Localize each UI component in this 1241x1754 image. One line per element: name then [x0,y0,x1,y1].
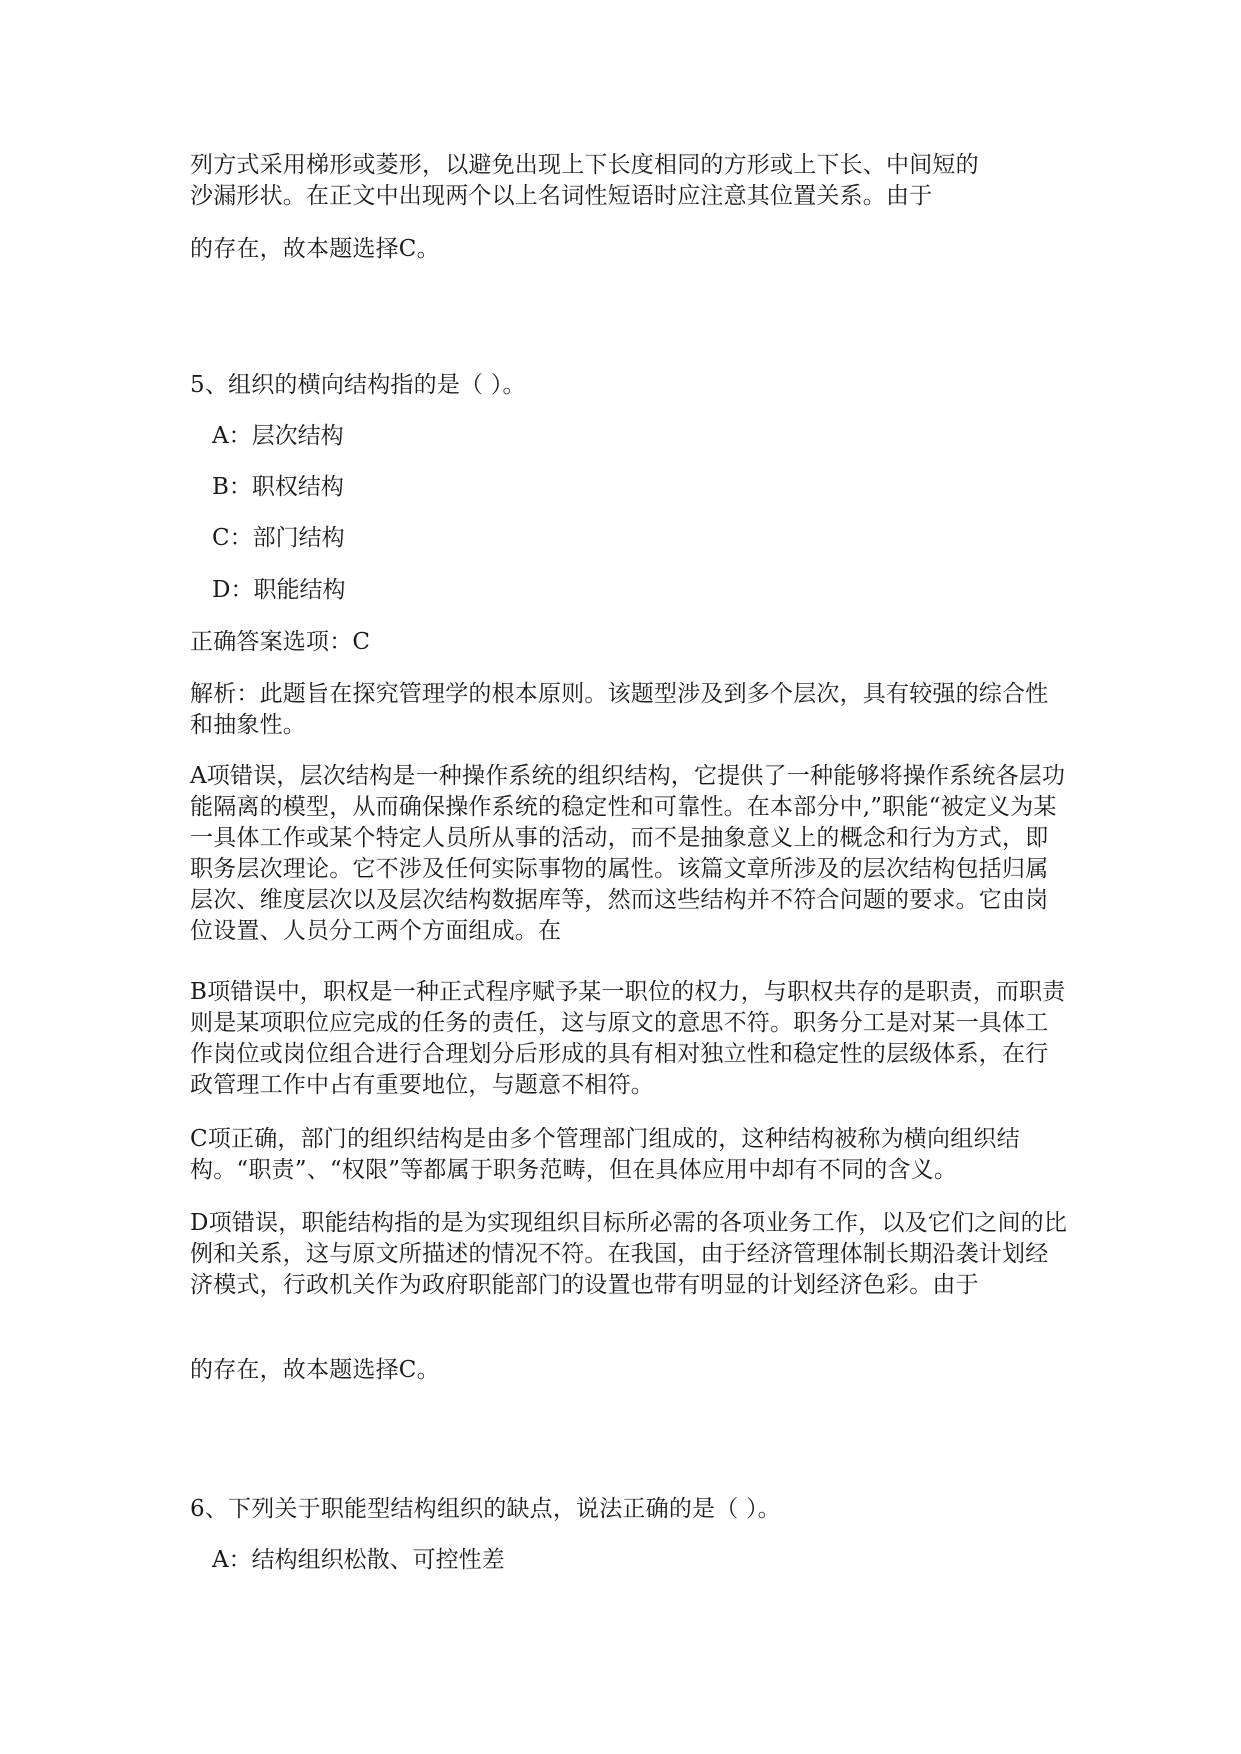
question-5-answer: 正确答案选项：C [190,629,371,655]
question-6-option-a: A：结构组织松散、可控性差 [212,1547,505,1573]
question-6-stem: 6、下列关于职能型结构组织的缺点，说法正确的是（ ）。 [190,1496,781,1522]
question-5-option-a: A：层次结构 [212,423,344,449]
fragment-line-1: 列方式采用梯形或菱形，以避免出现上下长度相同的方形或上下长、中间短的 [190,152,979,178]
question-5-analysis-d: D项错误，职能结构指的是为实现组织目标所必需的各项业务工作，以及它们之间的比例和关系，这与原文所描述的情况不符。在我国，由于经济管理体制长期沿袭计划经济模式，行政机关作为政府职能部门的设置也带有明显的计划经济色彩。由于 [190,1210,1068,1298]
fragment-line-2: 沙漏形状。在正文中出现两个以上名词性短语时应注意其位置关系。由于 [190,183,933,209]
question-5-analysis-c: C项正确，部门的组织结构是由多个管理部门组成的，这种结构被称为横向组织结构。“职责”、“权限”等都属于职务范畴，但在具体应用中却有不同的含义。 [190,1126,1020,1183]
question-5-option-c: C：部门结构 [212,525,345,551]
question-5-option-b: B：职权结构 [212,474,344,500]
question-5-analysis-intro: 解析：此题旨在探究管理学的根本原则。该题型涉及到多个层次，具有较强的综合性和抽象性。 [190,681,1049,738]
question-5-analysis-b: B项错误中，职权是一种正式程序赋予某一职位的权力，与职权共存的是职责，而职责则是某项职位应完成的任务的责任，这与原文的意思不符。职务分工是对某一具体工作岗位或岗位组合进行合理划分后形成的具有相对独立性和稳定性的层级体系，在行政管理工作中占有重要地位，与题意不相符。 [190,979,1066,1098]
fragment-conclusion: 的存在，故本题选择C。 [190,236,440,262]
question-5-analysis-a: A项错误，层次结构是一种操作系统的组织结构，它提供了一种能够将操作系统各层功能隔离的模型，从而确保操作系统的稳定性和可靠性。在本部分中,”职能“被定义为某一具体工作或某个特定人员所从事的活动，而不是抽象意义上的概念和行为方式，即职务层次理论。它不涉及任何实际事物的属性。该篇文章所涉及的层次结构包括归属层次、维度层次以及层次结构数据库等，然而这些结构并不符合问题的要求。它由岗位设置、人员分工两个方面组成。在 [190,763,1066,944]
question-5-conclusion: 的存在，故本题选择C。 [190,1357,440,1383]
question-5-option-d: D：职能结构 [212,577,346,603]
question-5-stem: 5、组织的横向结构指的是（ ）。 [190,372,526,398]
